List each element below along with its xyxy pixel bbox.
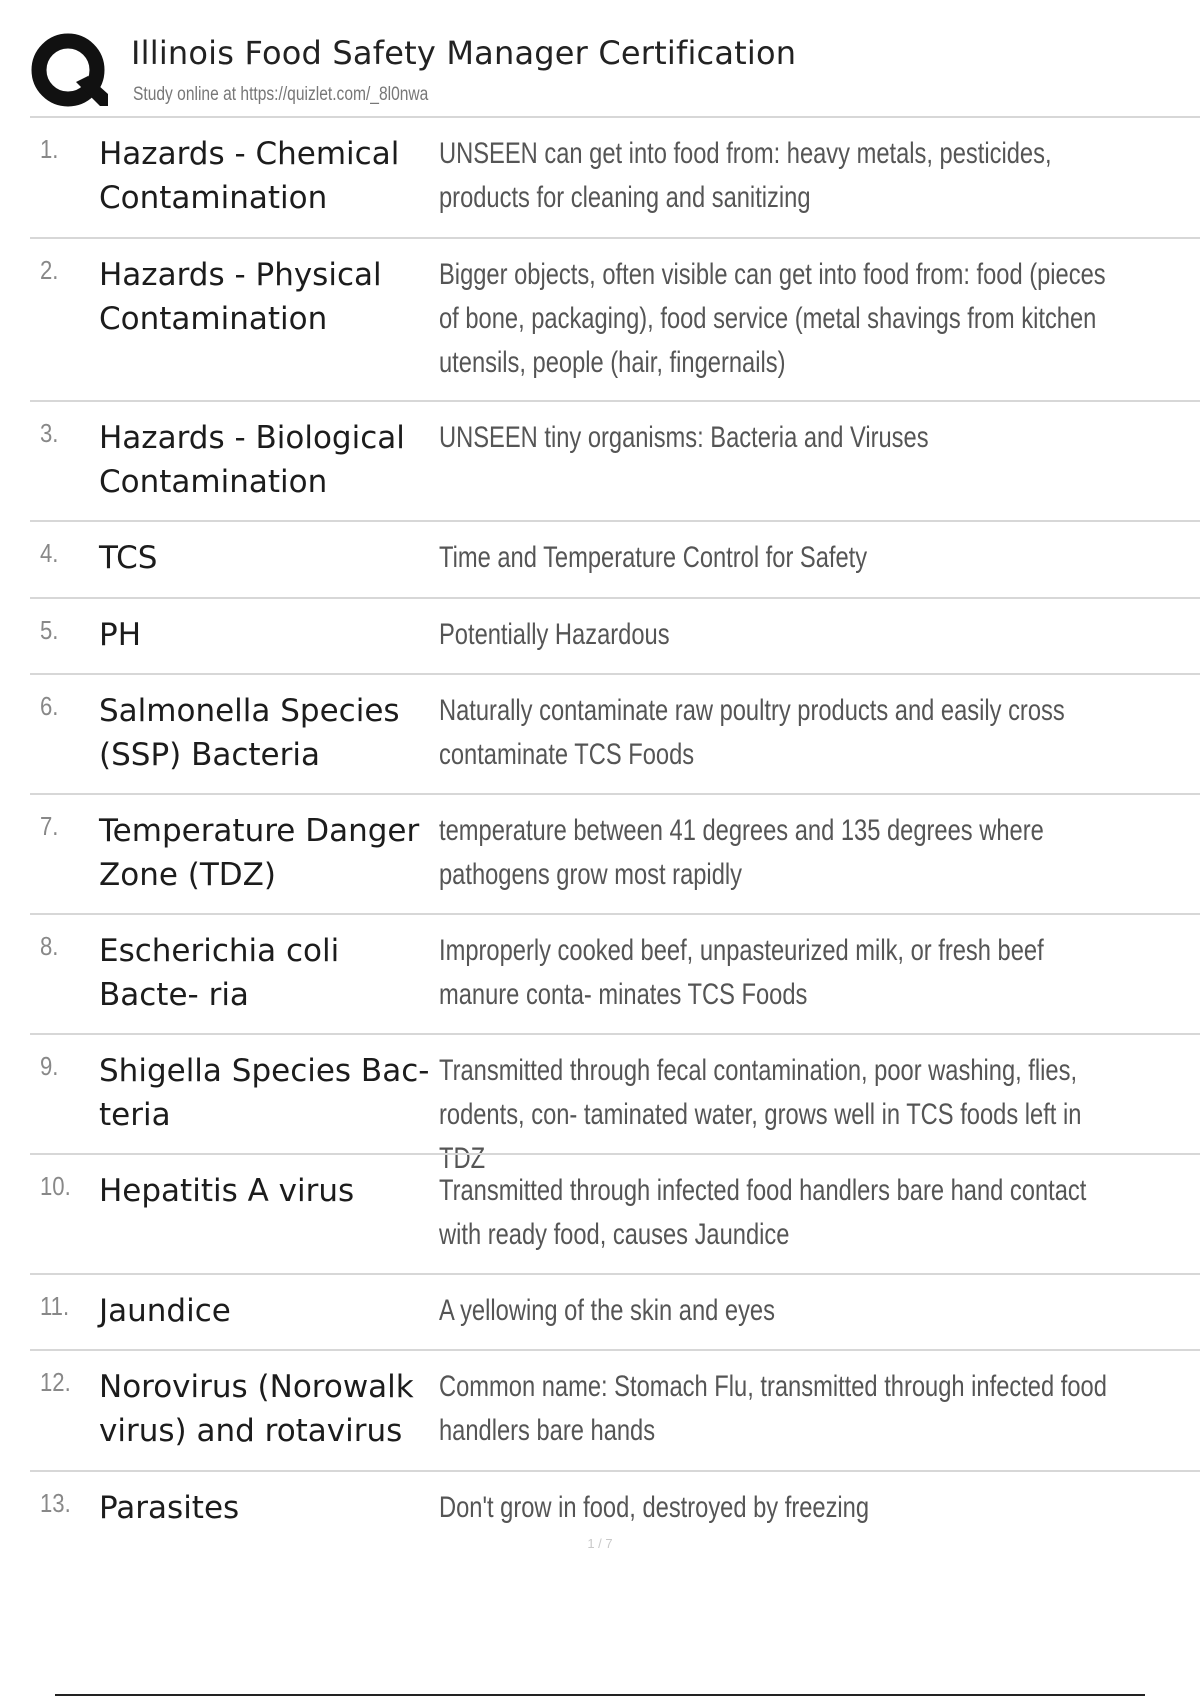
page-number: 1 / 7 — [587, 1536, 613, 1551]
card-definition: Improperly cooked beef, unpasteurized milk, or fresh beef manure conta- minates TCS Foods — [439, 934, 1044, 1011]
card-number: 1. — [40, 134, 59, 164]
card-number: 6. — [40, 691, 59, 721]
card-term: Norovirus (Norowalk virus) and rotavirus — [99, 1369, 414, 1449]
card-row — [30, 673, 1200, 793]
card-row — [30, 1273, 1200, 1349]
card-term: TCS — [99, 540, 158, 576]
card-definition: Bigger objects, often visible can get into food from: food (pieces of bone, packaging), food service (metal shavings from kitchen utensils, people (hair, fingernails) — [439, 258, 1106, 379]
card-number: 3. — [40, 418, 59, 448]
card-definition: UNSEEN tiny organisms: Bacteria and Viruses — [439, 421, 929, 454]
card-row — [30, 116, 1200, 237]
card-definition: temperature between 41 degrees and 135 degrees where pathogens grow most rapidly — [439, 814, 1044, 891]
card-term: Hazards - Biological Contamination — [99, 420, 405, 500]
card-term: Temperature Danger Zone (TDZ) — [99, 813, 420, 893]
card-number: 5. — [40, 615, 59, 645]
card-definition: Don't grow in food, destroyed by freezing — [439, 1491, 870, 1524]
card-term: Hepatitis A virus — [99, 1173, 355, 1209]
card-term: PH — [99, 617, 142, 653]
card-definition: A yellowing of the skin and eyes — [439, 1294, 775, 1327]
card-term: Salmonella Species (SSP) Bacteria — [99, 693, 400, 773]
card-row — [30, 1470, 1200, 1544]
study-online-link[interactable]: Study online at https://quizlet.com/_8l0nwa — [133, 84, 429, 105]
card-term: Hazards - Chemical Contamination — [99, 136, 400, 216]
card-number: 7. — [40, 811, 59, 841]
card-definition: Common name: Stomach Flu, transmitted through infected food handlers bare hands — [439, 1370, 1107, 1447]
card-row — [30, 913, 1200, 1033]
card-number: 2. — [40, 255, 59, 285]
card-number: 13. — [40, 1488, 71, 1518]
card-definition: Transmitted through infected food handlers bare hand contact with ready food, causes Jaundice — [439, 1174, 1087, 1251]
card-definition: Potentially Hazardous — [439, 618, 670, 651]
card-definition: Naturally contaminate raw poultry products and easily cross contaminate TCS Foods — [439, 694, 1065, 771]
card-number: 8. — [40, 931, 59, 961]
flashcard-list — [30, 116, 1200, 1544]
card-definition: UNSEEN can get into food from: heavy metals, pesticides, products for cleaning and sanitizing — [439, 137, 1052, 214]
page-bottom-rule — [55, 1694, 1145, 1696]
card-term: Parasites — [99, 1490, 240, 1526]
quizlet-logo-icon — [30, 32, 110, 112]
card-row — [30, 793, 1200, 913]
card-term: Shigella Species Bac- teria — [99, 1053, 430, 1133]
card-row — [30, 237, 1200, 400]
card-row — [30, 400, 1200, 520]
card-term: Escherichia coli Bacte- ria — [99, 933, 340, 1013]
card-row — [30, 520, 1200, 597]
card-term: Jaundice — [99, 1293, 231, 1329]
card-number: 12. — [40, 1367, 71, 1397]
card-row — [30, 1033, 1200, 1175]
card-number: 9. — [40, 1051, 59, 1081]
card-number: 10. — [40, 1171, 71, 1201]
card-row — [30, 1153, 1200, 1273]
card-term: Hazards - Physical Contamination — [99, 257, 382, 337]
card-number: 11. — [40, 1291, 70, 1321]
document-header — [30, 28, 1200, 116]
document-title: Illinois Food Safety Manager Certification — [131, 34, 797, 72]
card-number: 4. — [40, 538, 59, 568]
card-definition: Transmitted through fecal contamination, poor washing, flies, rodents, con- taminated water, grows well in TCS foods left in TDZ — [439, 1054, 1082, 1175]
card-definition: Time and Temperature Control for Safety — [439, 541, 868, 574]
card-row — [30, 1349, 1200, 1470]
card-row — [30, 597, 1200, 673]
